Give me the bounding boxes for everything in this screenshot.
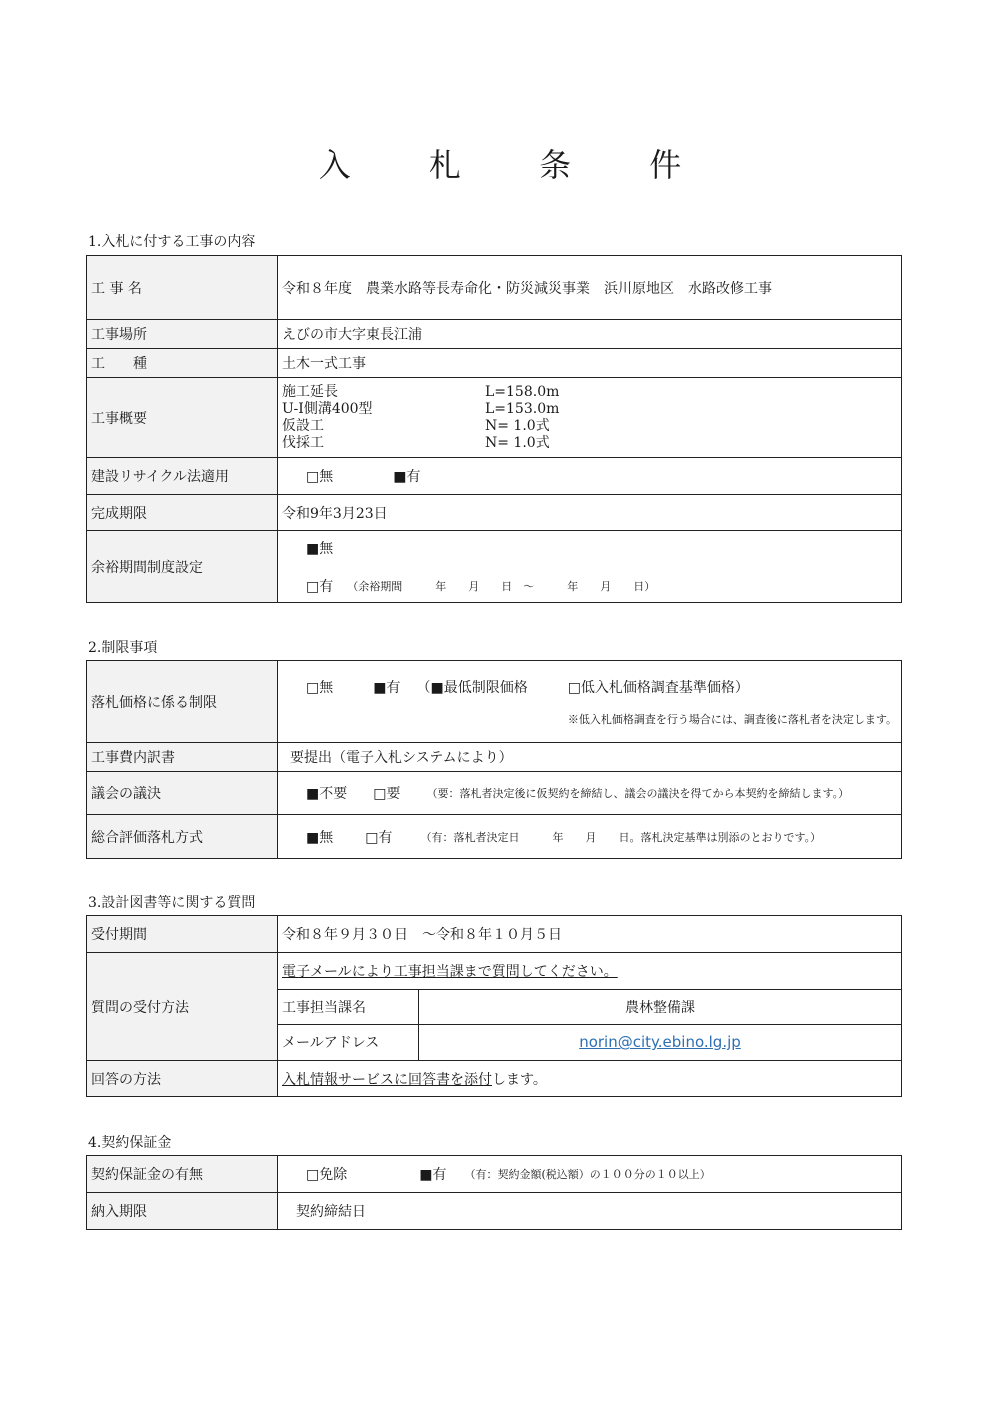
method-cell: [278, 953, 902, 1061]
period-value: 令和８年９月３０日 ～令和８年１０月５日: [278, 916, 902, 953]
deposit-exempt-checkbox[interactable]: □免除: [306, 1167, 348, 1183]
margin-none-checkbox[interactable]: ■無: [306, 540, 334, 557]
overview-item: 伐採工: [282, 434, 324, 451]
breakdown-label: 工事費内訳書: [87, 743, 278, 772]
overview-item: 仮設工: [282, 417, 324, 434]
section-3-table: [86, 915, 902, 1097]
breakdown-value: 要提出（電子入札システムにより）: [278, 743, 902, 772]
price-yes-checkbox[interactable]: ■有: [373, 679, 401, 696]
eval-none-checkbox[interactable]: ■無: [306, 829, 334, 846]
council-label: 議会の議決: [87, 772, 278, 815]
deadline-value: 令和9年3月23日: [278, 495, 902, 531]
work-place-label: 工事場所: [87, 320, 278, 349]
margin-label: 余裕期間制度設定: [87, 531, 278, 603]
period-label: 受付期間: [87, 916, 278, 953]
price-min-checkbox[interactable]: （■最低制限価格: [416, 679, 528, 696]
section-1-table: [86, 255, 902, 603]
section-4-heading: 4.契約保証金: [88, 1135, 172, 1151]
price-none-checkbox[interactable]: □無: [306, 679, 334, 696]
deposit-yes-checkbox[interactable]: ■有: [419, 1167, 447, 1183]
overview-cell: [278, 378, 902, 458]
mail-label: メールアドレス: [278, 1024, 419, 1060]
work-type-value: 土木一式工事: [278, 349, 902, 378]
work-name-label: 工 事 名: [87, 256, 278, 320]
overview-qty: L=153.0m: [485, 400, 560, 417]
council-note: （要：落札者決定後に仮契約を締結し、議会の議決を得てから本契約を締結します。）: [426, 786, 850, 800]
overview-qty: L=158.0m: [485, 383, 560, 400]
answer-cell: [278, 1061, 902, 1097]
section-3-heading: 3.設計図書等に関する質問: [88, 895, 256, 911]
overview-item: 施工延長: [282, 383, 338, 400]
council-yes-checkbox[interactable]: □要: [373, 786, 401, 802]
answer-label: 回答の方法: [87, 1061, 278, 1097]
answer-tail: します。: [492, 1071, 547, 1088]
recycle-none-checkbox[interactable]: □無: [306, 469, 334, 485]
section-1-heading: 1.入札に付する工事の内容: [88, 234, 256, 250]
mail-link[interactable]: norin@city.ebino.lg.jp: [579, 1033, 741, 1052]
pay-label: 納入期限: [87, 1193, 278, 1230]
deadline-label: 完成期限: [87, 495, 278, 531]
margin-cell: [278, 531, 902, 603]
deposit-cell: [278, 1156, 902, 1193]
work-name-value: 令和８年度 農業水路等長寿命化・防災減災事業 浜川原地区 水路改修工事: [278, 256, 902, 320]
method-text: 電子メールにより工事担当課まで質問してください。: [282, 963, 618, 980]
council-cell: [278, 772, 902, 815]
margin-detail: （余裕期間 年 月 日 ～ 年 月 日）: [347, 579, 656, 593]
recycle-label: 建設リサイクル法適用: [87, 458, 278, 495]
recycle-cell: [278, 458, 902, 495]
deposit-label: 契約保証金の有無: [87, 1156, 278, 1193]
section-4-table: [86, 1155, 902, 1230]
method-label: 質問の受付方法: [87, 953, 278, 1061]
overview-label: 工事概要: [87, 378, 278, 458]
overview-qty: N= 1.0式: [485, 417, 550, 434]
section-2-table: [86, 660, 902, 859]
eval-label: 総合評価落札方式: [87, 815, 278, 859]
deposit-note: （有：契約金額(税込額）の１００分の１０以上）: [464, 1168, 711, 1181]
price-limit-label: 落札価格に係る制限: [87, 661, 278, 743]
overview-item: U-I側溝400型: [282, 400, 373, 417]
answer-link: 入札情報サービスに回答書を添付: [282, 1071, 492, 1088]
recycle-yes-checkbox[interactable]: ■有: [393, 469, 421, 485]
eval-cell: [278, 815, 902, 859]
pay-value: 契約締結日: [278, 1193, 902, 1230]
work-type-label: 工 種: [87, 349, 278, 378]
council-no-checkbox[interactable]: ■不要: [306, 786, 348, 802]
dept-label: 工事担当課名: [278, 989, 419, 1024]
section-2-heading: 2.制限事項: [88, 640, 158, 656]
price-note: ※低入札価格調査を行う場合には、調査後に落札者を決定します。: [567, 712, 897, 726]
price-limit-cell: [278, 661, 902, 743]
price-low-checkbox[interactable]: □低入札価格調査基準価格）: [567, 679, 749, 696]
page-title: 入 札 条 件: [318, 146, 716, 184]
work-place-value: えびの市大字東長江浦: [278, 320, 902, 349]
dept-value: 農林整備課: [419, 989, 902, 1024]
eval-yes-checkbox[interactable]: □有: [365, 829, 393, 846]
overview-qty: N= 1.0式: [485, 434, 550, 451]
margin-yes-checkbox[interactable]: □有: [306, 578, 334, 595]
eval-note: （有：落札者決定日 年 月 日。落札決定基準は別添のとおりです。）: [420, 830, 822, 844]
